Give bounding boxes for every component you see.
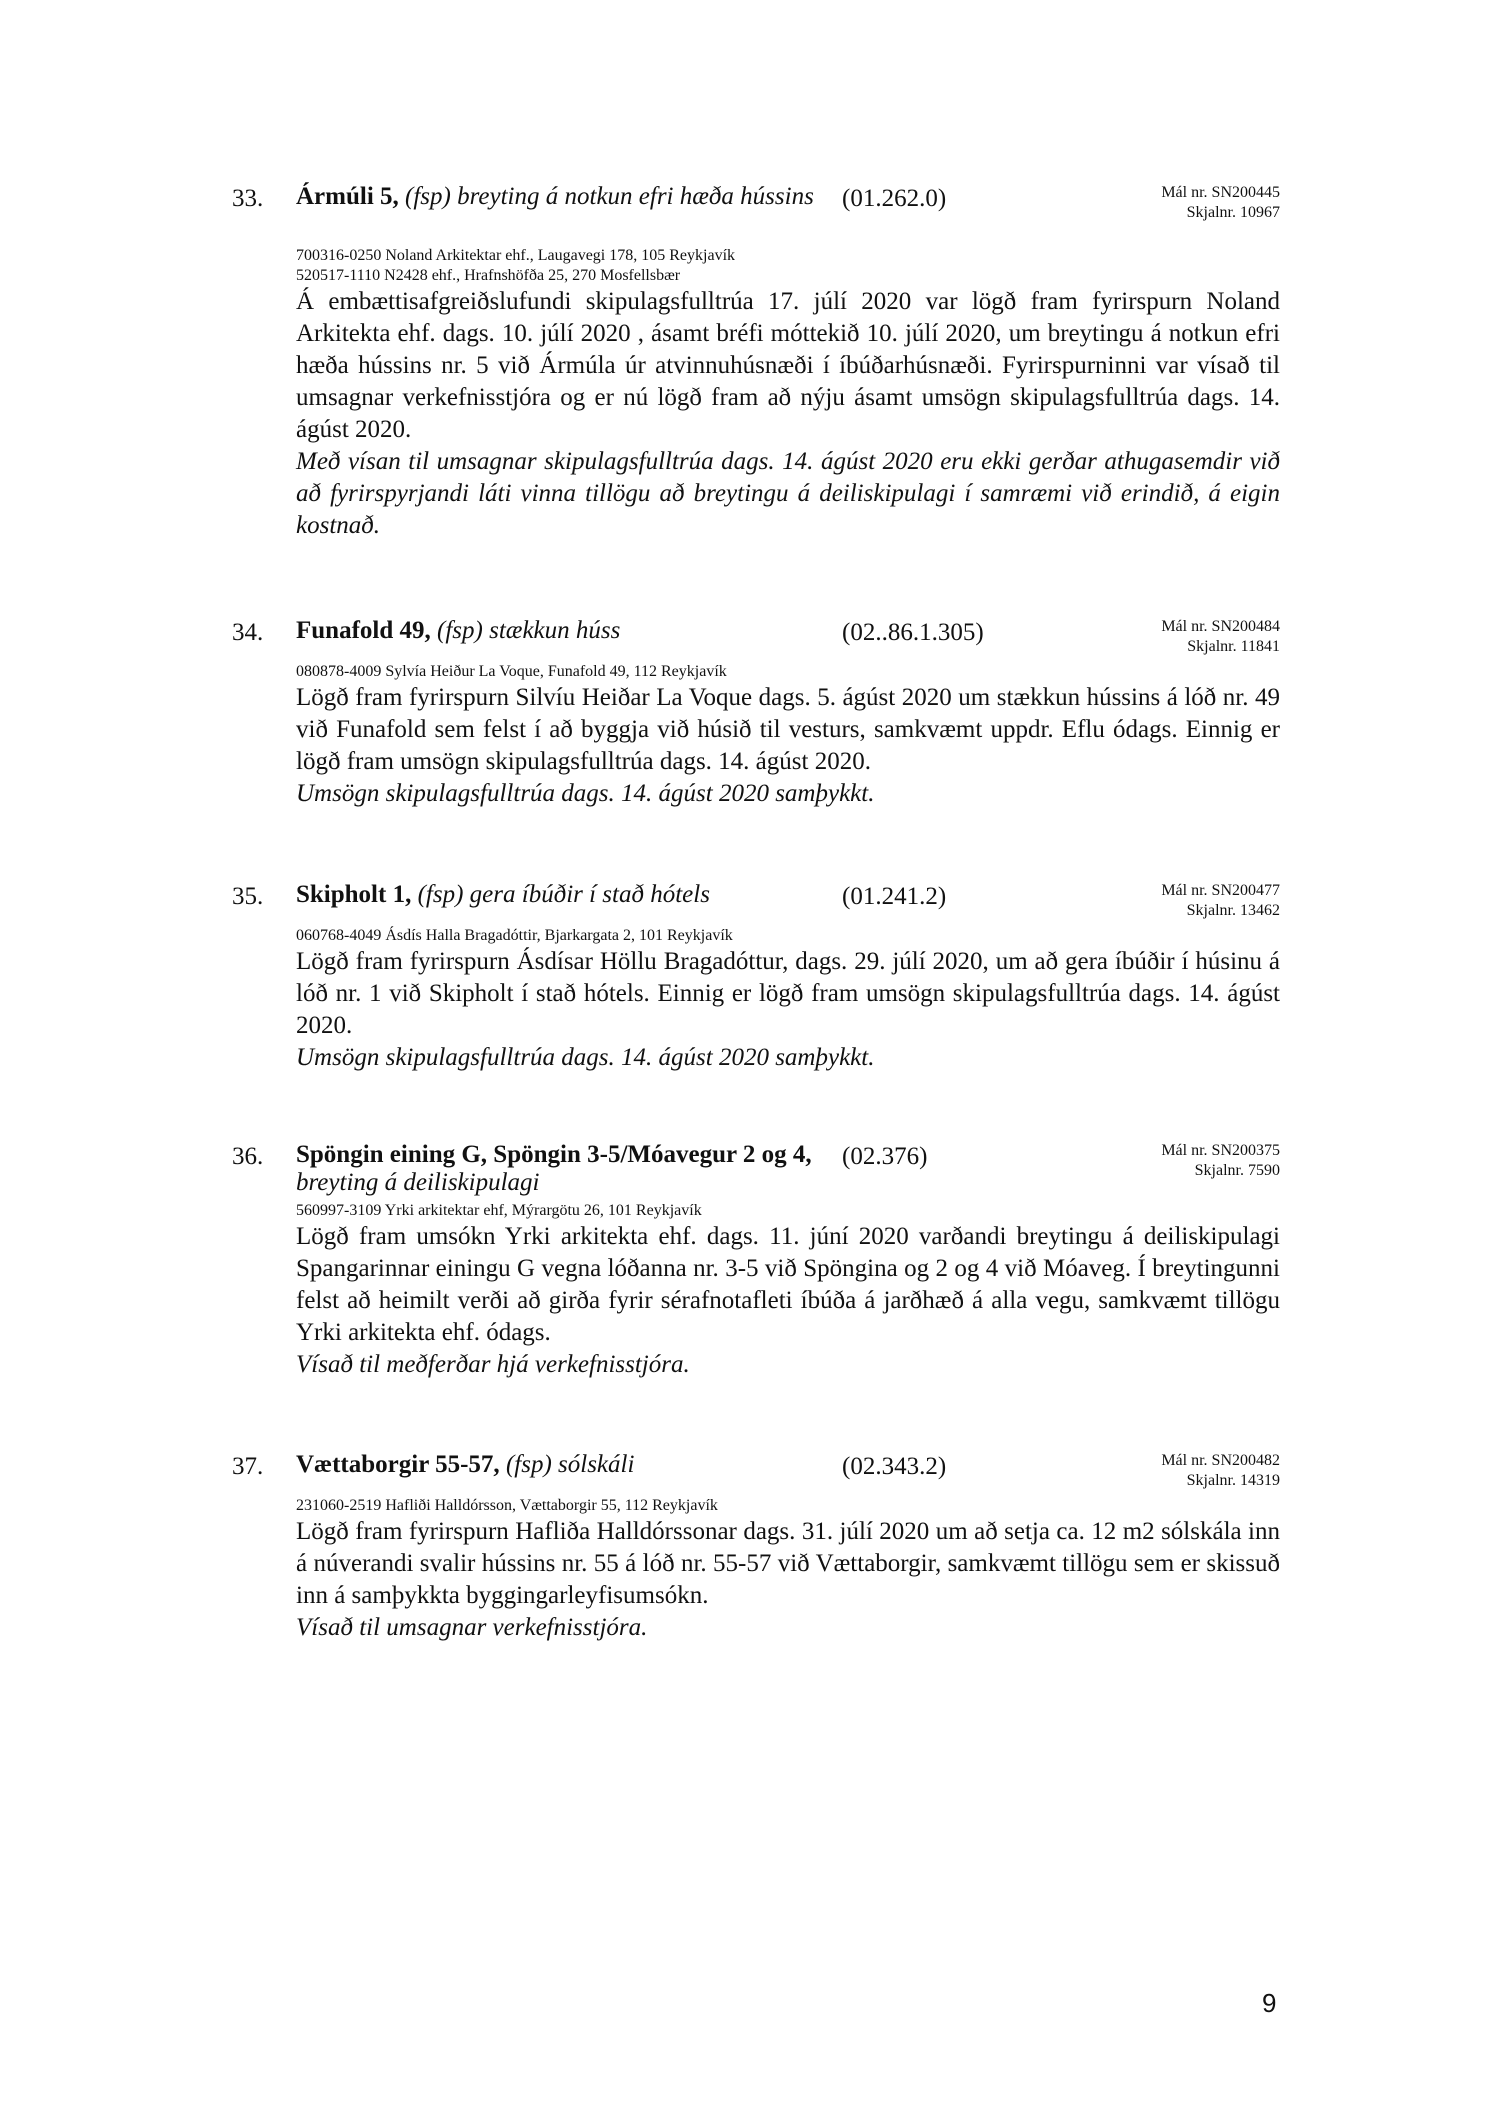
case-number: Mál nr. SN200445 [1161, 184, 1280, 201]
item-body [296, 1201, 1280, 1381]
item-subject: (fsp) stækkun húss [437, 617, 621, 644]
item-body [296, 246, 1280, 542]
item-conclusion: Vísað til meðferðar hjá verkefnisstjóra. [296, 1351, 690, 1378]
item-number: 36. [232, 1143, 264, 1170]
page-number: 9 [1262, 1988, 1277, 2018]
item-body [296, 926, 1280, 1074]
item-reference: (02..86.1.305) [842, 619, 984, 646]
item-subject: breyting á deiliskipulagi [296, 1169, 540, 1196]
case-number: Mál nr. SN200484 [1161, 618, 1280, 635]
case-info [1161, 617, 1280, 657]
item-name: Ármúli 5, [296, 183, 399, 210]
item-reference: (01.241.2) [842, 883, 947, 910]
item-description: Á embættisafgreiðslufundi skipulagsfulltrúa 17. júlí 2020 var lögð fram fyrirspurn Noland Arkitekta ehf. dags. 10. júlí 2020 , ásamt bréfi móttekið 10. júlí 2020, um breytingu á notkun efri hæða hússins nr. 5 við Ármúla úr atvinnuhúsnæði í íbúðarhúsnæði. Fyrirspurninni var vísað til umsagnar verkefnisstjóra og er nú lögð fram að nýju ásamt umsögn skipulagsfulltrúa dags. 14. ágúst 2020. [296, 288, 1280, 443]
item-reference: (02.343.2) [842, 1453, 947, 1480]
item-subject: (fsp) breyting á notkun efri hæða hússins [405, 183, 814, 210]
item-title [296, 1451, 816, 1479]
item-description: Lögð fram fyrirspurn Silvíu Heiðar La Voque dags. 5. ágúst 2020 um stækkun hússins á lóð nr. 49 við Funafold sem felst í að byggja við húsið til vesturs, samkvæmt uppdr. Eflu ódags. Einnig er lögð fram umsögn skipulagsfulltrúa dags. 14. ágúst 2020. [296, 684, 1280, 775]
item-subject: (fsp) gera íbúðir í stað hótels [417, 881, 710, 908]
item-conclusion: Umsögn skipulagsfulltrúa dags. 14. ágúst 2020 samþykkt. [296, 1044, 875, 1071]
item-subject: (fsp) sólskáli [505, 1451, 635, 1478]
item-conclusion: Með vísan til umsagnar skipulagsfulltrúa dags. 14. ágúst 2020 eru ekki gerðar athugasemdir við að fyrirspyrjandi láti vinna tillögu að breytingu á deiliskipulagi í samræmi við erindið, á eigin kostnað. [296, 448, 1280, 539]
case-info [1161, 881, 1280, 921]
item-conclusion: Umsögn skipulagsfulltrúa dags. 14. ágúst 2020 samþykkt. [296, 780, 875, 807]
case-info [1161, 1451, 1280, 1491]
item-number: 34. [232, 619, 264, 646]
party-line: 231060-2519 Hafliði Halldórsson, Vættaborgir 55, 112 Reykjavík [296, 1497, 718, 1514]
case-info [1161, 183, 1280, 223]
case-info [1161, 1141, 1280, 1181]
item-number: 33. [232, 185, 264, 212]
case-number: Mál nr. SN200482 [1161, 1452, 1280, 1469]
item-title [296, 1141, 816, 1197]
document-number: Skjalnr. 14319 [1186, 1472, 1280, 1489]
party-line: 520517-1110 N2428 ehf., Hrafnshöfða 25, 270 Mosfellsbær [296, 267, 681, 284]
item-body [296, 662, 1280, 810]
party-line: 080878-4009 Sylvía Heiður La Voque, Funafold 49, 112 Reykjavík [296, 663, 727, 680]
item-description: Lögð fram fyrirspurn Hafliða Halldórssonar dags. 31. júlí 2020 um að setja ca. 12 m2 sólskála inn á núverandi svalir hússins nr. 55 á lóð nr. 55-57 við Vættaborgir, samkvæmt tillögu sem er skissuð inn á samþykkta byggingarleyfisumsókn. [296, 1518, 1280, 1609]
item-description: Lögð fram fyrirspurn Ásdísar Höllu Bragadóttur, dags. 29. júlí 2020, um að gera íbúðir í húsinu á lóð nr. 1 við Skipholt í stað hótels. Einnig er lögð fram umsögn skipulagsfulltrúa dags. 14. ágúst 2020. [296, 948, 1280, 1039]
document-number: Skjalnr. 13462 [1186, 902, 1280, 919]
item-description: Lögð fram umsókn Yrki arkitekta ehf. dags. 11. júní 2020 varðandi breytingu á deiliskipulagi Spangarinnar einingu G vegna lóðanna nr. 3-5 við Spöngina og 2 og 4 við Móaveg. Í breytingunni felst að heimilt verði að girða fyrir sérafnotafleti íbúða á jarðhæð á alla vegu, samkvæmt tillögu Yrki arkitekta ehf. ódags. [296, 1223, 1280, 1346]
item-body [296, 1496, 1280, 1644]
item-name: Funafold 49, [296, 617, 431, 644]
item-reference: (01.262.0) [842, 185, 947, 212]
item-number: 35. [232, 883, 264, 910]
item-title [296, 881, 816, 909]
item-conclusion: Vísað til umsagnar verkefnisstjóra. [296, 1614, 648, 1641]
item-reference: (02.376) [842, 1143, 928, 1170]
item-title [296, 183, 816, 211]
item-title [296, 617, 816, 645]
document-number: Skjalnr. 7590 [1194, 1162, 1280, 1179]
party-line: 560997-3109 Yrki arkitektar ehf, Mýrargötu 26, 101 Reykjavík [296, 1202, 702, 1219]
case-number: Mál nr. SN200477 [1161, 882, 1280, 899]
item-name: Spöngin eining G, Spöngin 3-5/Móavegur 2 og 4, [296, 1141, 812, 1168]
item-name: Skipholt 1, [296, 881, 412, 908]
item-number: 37. [232, 1453, 264, 1480]
party-line: 060768-4049 Ásdís Halla Bragadóttir, Bjarkargata 2, 101 Reykjavík [296, 927, 733, 944]
case-number: Mál nr. SN200375 [1161, 1142, 1280, 1159]
party-line: 700316-0250 Noland Arkitektar ehf., Laugavegi 178, 105 Reykjavík [296, 247, 736, 264]
document-number: Skjalnr. 10967 [1186, 204, 1280, 221]
document-number: Skjalnr. 11841 [1187, 638, 1280, 655]
item-name: Vættaborgir 55-57, [296, 1451, 500, 1478]
